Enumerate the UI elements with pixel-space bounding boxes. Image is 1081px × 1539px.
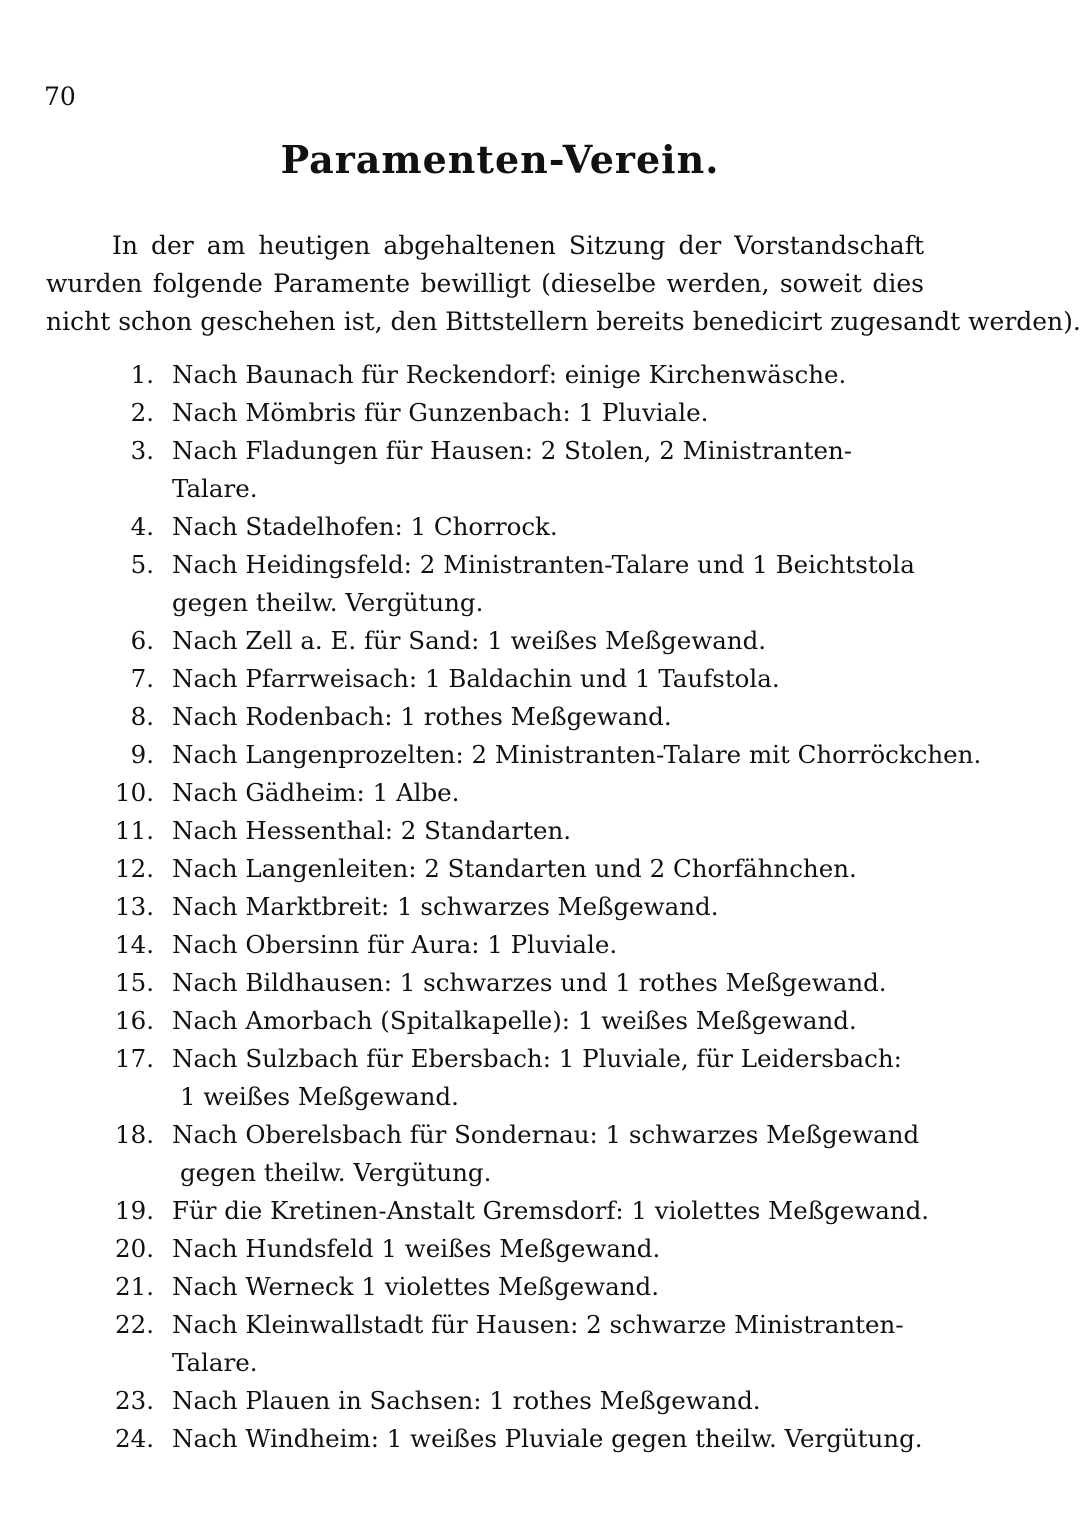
item-text: Nach Langenleiten: 2 Standarten und 2 Chorfähnchen. [172, 854, 857, 883]
item-text: Nach Stadelhofen: 1 Chorrock. [172, 512, 558, 541]
item-number: 2. [130, 398, 154, 427]
list-item [0, 1306, 1000, 1382]
list-item [0, 1192, 1000, 1230]
item-text: Nach Sulzbach für Ebersbach: 1 Pluviale, für Leidersbach: [172, 1044, 902, 1073]
item-number: 3. [130, 436, 154, 465]
item-number: 5. [130, 550, 154, 579]
item-number: 23. [115, 1386, 154, 1415]
item-number: 15. [115, 968, 154, 997]
grant-list [0, 356, 1000, 1458]
item-number: 1. [130, 360, 154, 389]
item-text: Nach Heidingsfeld: 2 Ministranten-Talare und 1 Beichtstola [172, 550, 915, 579]
list-item [0, 964, 1000, 1002]
list-item [0, 508, 1000, 546]
item-number: 19. [115, 1196, 154, 1225]
list-item [0, 926, 1000, 964]
item-text: Nach Marktbreit: 1 schwarzes Meßgewand. [172, 892, 719, 921]
item-text: Nach Obersinn für Aura: 1 Pluviale. [172, 930, 618, 959]
item-number: 7. [130, 664, 154, 693]
item-text: Nach Hundsfeld 1 weißes Meßgewand. [172, 1234, 661, 1263]
item-text: Nach Baunach für Reckendorf: einige Kirchenwäsche. [172, 360, 847, 389]
item-text: Nach Rodenbach: 1 rothes Meßgewand. [172, 702, 672, 731]
item-text: Nach Mömbris für Gunzenbach: 1 Pluviale. [172, 398, 709, 427]
list-item [0, 1268, 1000, 1306]
item-number: 4. [130, 512, 154, 541]
item-number: 12. [115, 854, 154, 883]
intro-line: In der am heutigen abgehaltenen Sitzung der Vorstandschaft [112, 231, 924, 260]
list-item [0, 622, 1000, 660]
item-text: Nach Oberelsbach für Sondernau: 1 schwarzes Meßgewand [172, 1120, 920, 1149]
item-text: Nach Zell a. E. für Sand: 1 weißes Meßgewand. [172, 626, 767, 655]
list-item [0, 736, 1000, 774]
item-number: 22. [115, 1310, 154, 1339]
item-text: Nach Hessenthal: 2 Standarten. [172, 816, 572, 845]
list-item [0, 850, 1000, 888]
list-item [0, 432, 1000, 508]
list-item [0, 698, 1000, 736]
item-text: Für die Kretinen-Anstalt Gremsdorf: 1 violettes Meßgewand. [172, 1196, 930, 1225]
item-text: Nach Fladungen für Hausen: 2 Stolen, 2 Ministranten- [172, 436, 853, 465]
item-text: Nach Kleinwallstadt für Hausen: 2 schwarze Ministranten- [172, 1310, 904, 1339]
item-text: Nach Werneck 1 violettes Meßgewand. [172, 1272, 660, 1301]
list-item [0, 1116, 1000, 1192]
list-item [0, 1382, 1000, 1420]
item-number: 18. [115, 1120, 154, 1149]
page-number: 70 [44, 82, 76, 111]
item-number: 8. [130, 702, 154, 731]
item-text: Nach Plauen in Sachsen: 1 rothes Meßgewand. [172, 1386, 761, 1415]
list-item [0, 356, 1000, 394]
item-number: 16. [115, 1006, 154, 1035]
item-number: 9. [130, 740, 154, 769]
list-item [0, 1420, 1000, 1458]
intro-line: nicht schon geschehen ist, den Bittstellern bereits benedicirt zugesandt werden). [46, 307, 1081, 336]
item-text-continued: gegen theilw. Vergütung. [180, 1158, 492, 1187]
item-text: Nach Amorbach (Spitalkapelle): 1 weißes Meßgewand. [172, 1006, 857, 1035]
item-number: 11. [115, 816, 154, 845]
item-number: 13. [115, 892, 154, 921]
list-item [0, 774, 1000, 812]
item-number: 21. [115, 1272, 154, 1301]
intro-line: wurden folgende Paramente bewilligt (dieselbe werden, soweit dies [46, 269, 924, 298]
item-number: 10. [115, 778, 154, 807]
item-number: 14. [115, 930, 154, 959]
list-item [0, 660, 1000, 698]
item-text: Nach Gädheim: 1 Albe. [172, 778, 460, 807]
intro-paragraph [46, 227, 1081, 341]
item-number: 20. [115, 1234, 154, 1263]
item-text-continued: Talare. [172, 474, 258, 503]
item-text: Nach Langenprozelten: 2 Ministranten-Talare mit Chorröckchen. [172, 740, 982, 769]
item-text-continued: gegen theilw. Vergütung. [172, 588, 484, 617]
item-text: Nach Bildhausen: 1 schwarzes und 1 rothes Meßgewand. [172, 968, 887, 997]
page-title: Paramenten-Verein. [280, 137, 720, 182]
list-item [0, 812, 1000, 850]
list-item [0, 1040, 1000, 1116]
item-text-continued: Talare. [172, 1348, 258, 1377]
list-item [0, 1230, 1000, 1268]
item-text: Nach Pfarrweisach: 1 Baldachin und 1 Taufstola. [172, 664, 780, 693]
item-text-continued: 1 weißes Meßgewand. [180, 1082, 459, 1111]
list-item [0, 394, 1000, 432]
item-number: 24. [115, 1424, 154, 1453]
item-number: 17. [115, 1044, 154, 1073]
item-number: 6. [130, 626, 154, 655]
item-text: Nach Windheim: 1 weißes Pluviale gegen theilw. Vergütung. [172, 1424, 923, 1453]
list-item [0, 1002, 1000, 1040]
list-item [0, 546, 1000, 622]
list-item [0, 888, 1000, 926]
